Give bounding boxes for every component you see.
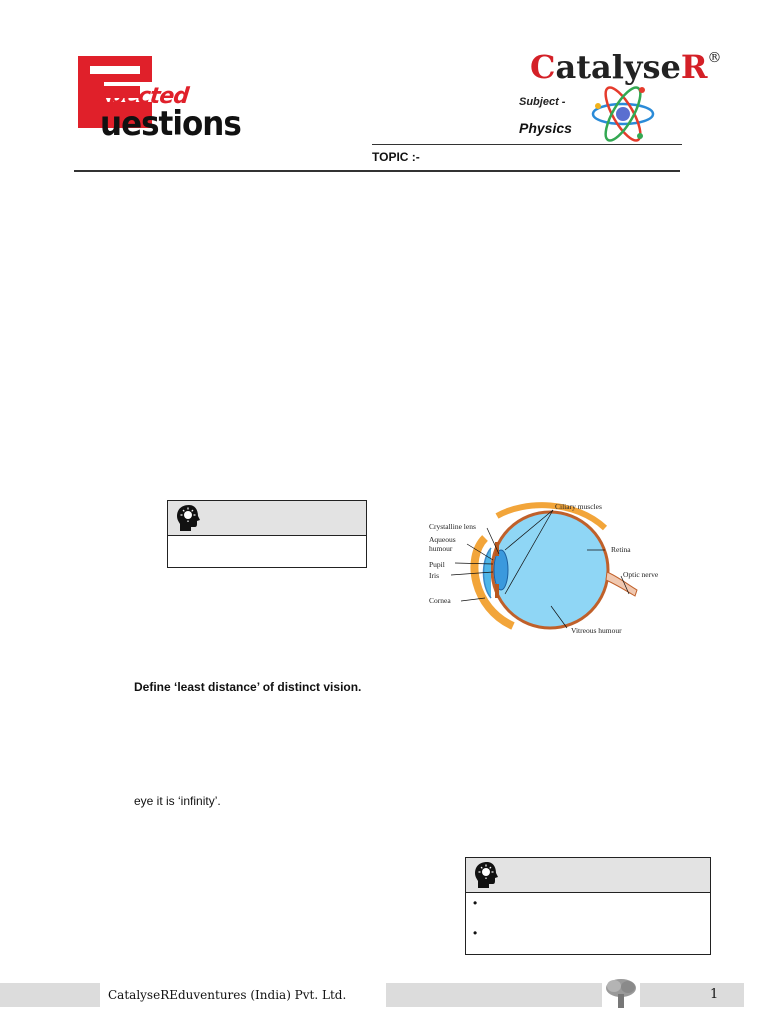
footer-bar-middle (386, 983, 602, 1007)
label-ciliary-muscles: Ciliary muscles (555, 502, 602, 511)
idea-head-icon (176, 504, 202, 532)
brand-first-letter: C (530, 48, 556, 86)
note-box-left (167, 500, 367, 568)
eye-diagram (425, 498, 665, 638)
page-number: 1 (710, 987, 719, 1002)
subject-label: Subject - (519, 96, 566, 108)
footer-bar-right (640, 983, 744, 1007)
note-bullet-2: • (473, 926, 478, 940)
label-aqueous-2: humour (429, 544, 453, 553)
label-cornea: Cornea (429, 596, 451, 605)
brand-last-letter: R (680, 48, 708, 86)
footer-company: CatalyseREduventures (India) Pvt. Ltd. (108, 988, 347, 1002)
label-optic-nerve: Optic nerve (623, 570, 659, 579)
tree-icon (604, 978, 638, 1010)
note-box-right (465, 857, 711, 955)
note-bullet-1: • (473, 896, 478, 910)
idea-head-icon (474, 861, 500, 889)
label-pupil: Pupil (429, 560, 445, 569)
topic-label: TOPIC :- (372, 150, 420, 164)
answer-fragment: eye it is ‘infinity’. (134, 794, 221, 808)
label-vitreous-humour: Vitreous humour (571, 626, 622, 635)
brand-middle: atalyse (555, 48, 681, 86)
header-rule (74, 170, 680, 172)
logo-word-top: xpected (94, 84, 190, 109)
registered-mark: ® (707, 50, 722, 66)
eye-diagram-drawing (425, 498, 665, 638)
atom-icon (590, 84, 656, 144)
brand-name (530, 48, 721, 86)
label-aqueous-1: Aqueous (429, 535, 456, 544)
subject-value: Physics (519, 120, 572, 136)
logo-word-bottom: uestions (100, 104, 241, 144)
label-crystalline-lens: Crystalline lens (429, 522, 476, 531)
note-box-left-header (168, 501, 366, 536)
topic-rule (372, 144, 682, 145)
note-box-right-header (466, 858, 710, 893)
label-retina: Retina (611, 545, 631, 554)
question-text: Define ‘least distance’ of distinct vision. (134, 680, 362, 694)
label-iris: Iris (429, 571, 439, 580)
footer-bar-left (0, 983, 100, 1007)
